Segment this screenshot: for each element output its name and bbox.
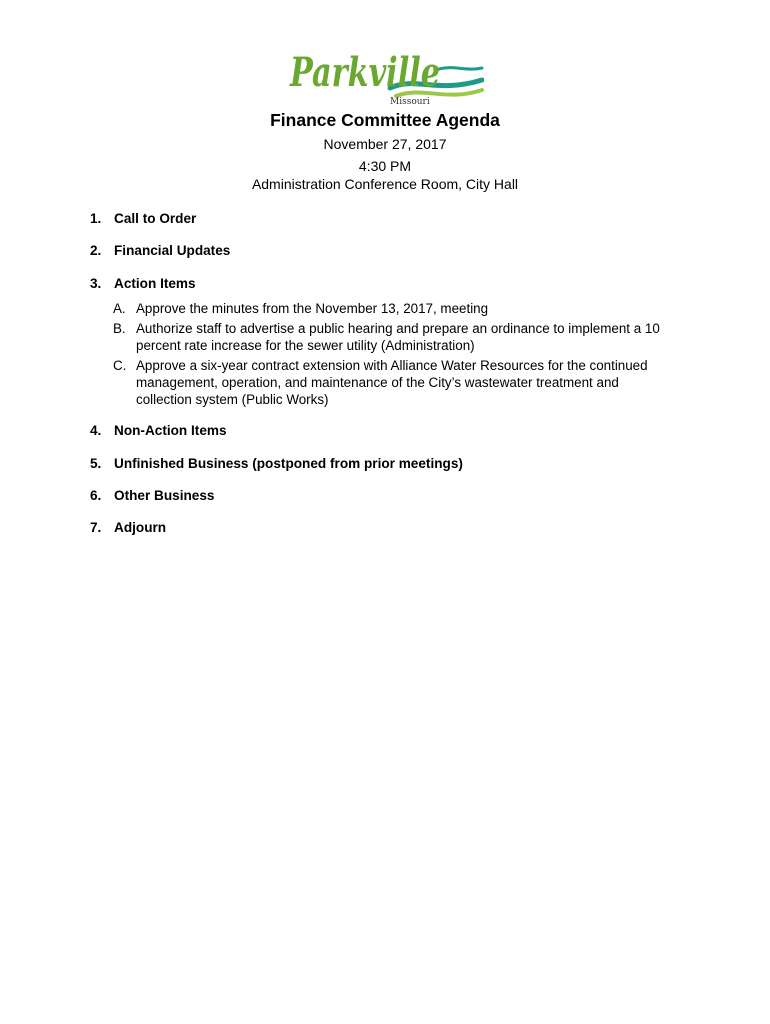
meeting-date: November 27, 2017 bbox=[323, 136, 447, 152]
parkville-logo bbox=[286, 42, 484, 108]
meeting-location: Administration Conference Room, City Hall bbox=[251, 176, 519, 192]
svg-text:Parkville: Parkville bbox=[289, 49, 440, 96]
agenda-item-number: 5. bbox=[90, 456, 102, 471]
page-title: Finance Committee Agenda bbox=[270, 110, 500, 130]
agenda-item bbox=[90, 488, 214, 503]
subitem-text: Authorize staff to advertise a public hearing and prepare an ordinance to implement a 10 percent rate increase for the sewer utility (Administration) bbox=[136, 321, 660, 353]
agenda-item-number: 7. bbox=[90, 520, 102, 535]
action-subitem bbox=[113, 300, 673, 317]
agenda-item bbox=[90, 243, 230, 258]
subitem-letter: B. bbox=[113, 321, 126, 336]
agenda-item-label: Action Items bbox=[114, 276, 196, 291]
agenda-item-label: Unfinished Business (postponed from prior meetings) bbox=[114, 456, 463, 471]
subitem-letter: A. bbox=[113, 301, 126, 316]
agenda-item bbox=[90, 211, 196, 226]
agenda-item-number: 3. bbox=[90, 276, 102, 291]
subitem-letter: C. bbox=[113, 358, 127, 373]
agenda-item-label: Other Business bbox=[114, 488, 215, 503]
agenda-item-number: 1. bbox=[90, 211, 102, 226]
agenda-item bbox=[90, 276, 196, 291]
action-subitem bbox=[113, 357, 673, 408]
subitem-text: Approve a six-year contract extension with Alliance Water Resources for the continued management, operation, and maintenance of the City’s wastewater treatment and collection system (Public Works) bbox=[136, 358, 648, 407]
agenda-item bbox=[90, 520, 166, 535]
agenda-item-label: Non-Action Items bbox=[114, 423, 227, 438]
agenda-item-number: 4. bbox=[90, 423, 102, 438]
agenda-item bbox=[90, 456, 463, 471]
meeting-time: 4:30 PM bbox=[358, 158, 412, 174]
agenda-item-label: Adjourn bbox=[114, 520, 167, 535]
subitem-text: Approve the minutes from the November 13, 2017, meeting bbox=[136, 301, 489, 316]
svg-text:Missouri: Missouri bbox=[390, 97, 430, 107]
agenda-item-number: 2. bbox=[90, 243, 102, 258]
agenda-item bbox=[90, 423, 227, 438]
agenda-item-label: Financial Updates bbox=[114, 243, 231, 258]
agenda-item-number: 6. bbox=[90, 488, 102, 503]
action-subitem bbox=[113, 320, 673, 354]
agenda-item-label: Call to Order bbox=[114, 211, 197, 226]
